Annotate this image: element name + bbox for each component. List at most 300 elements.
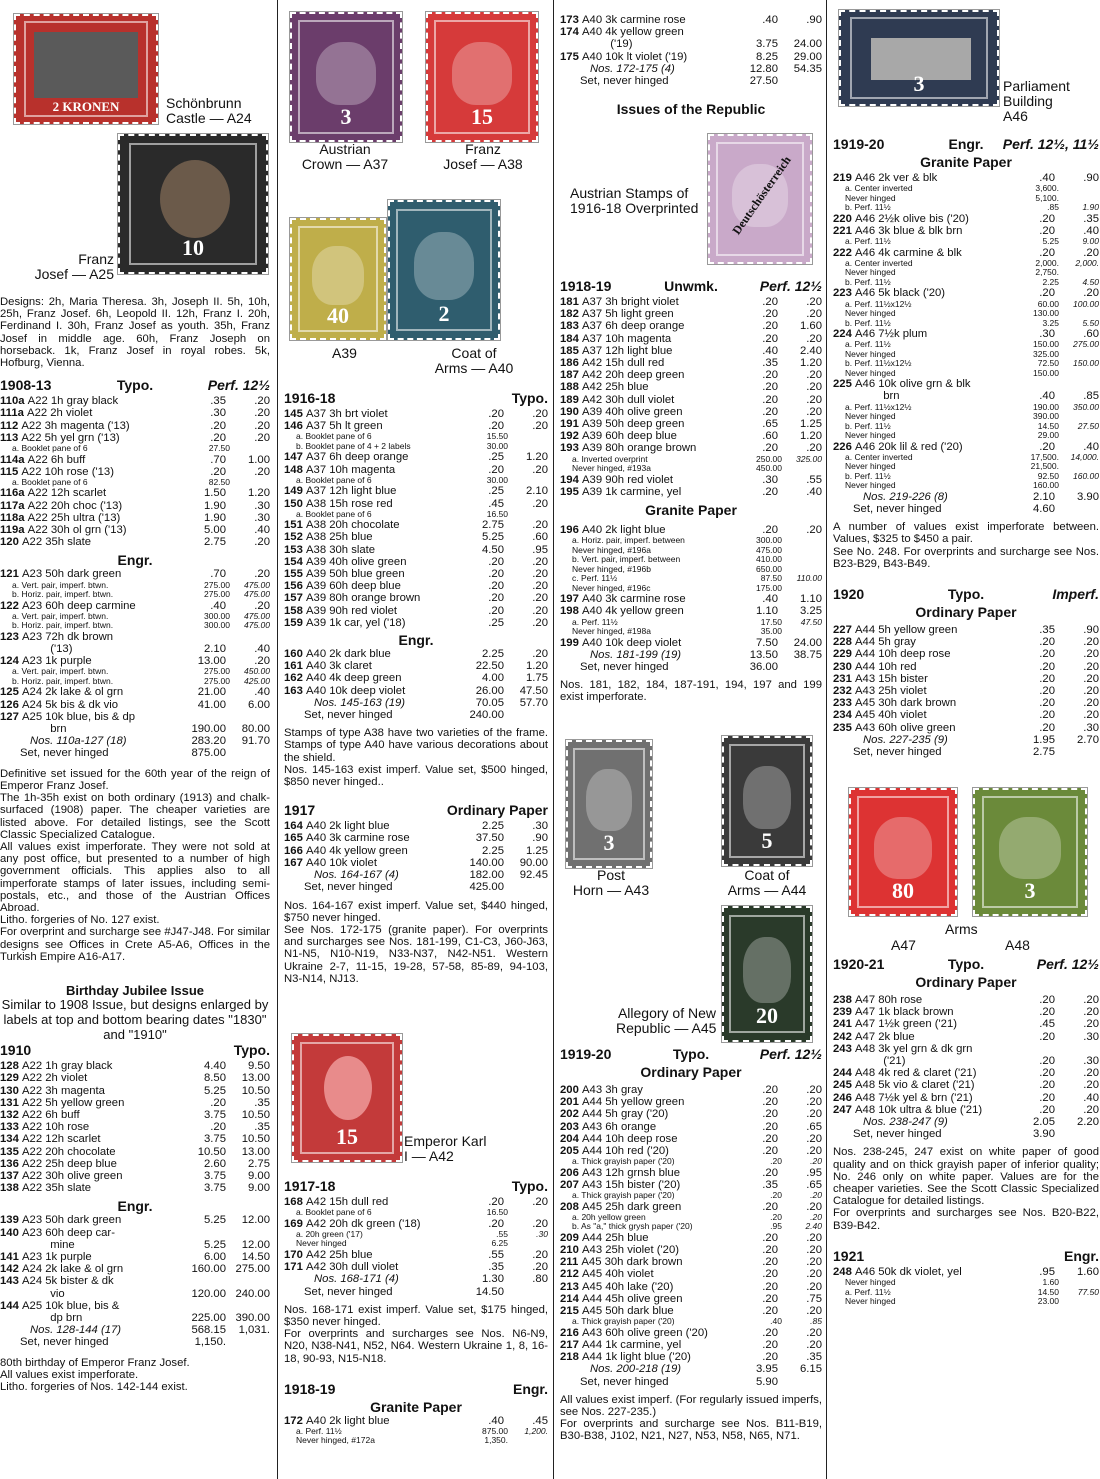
list-item — [284, 1436, 548, 1446]
list-item — [833, 390, 1099, 402]
list-item — [0, 1121, 270, 1133]
value-used: .90 — [1083, 624, 1099, 637]
row-description: 165 A40 3k carmine rose — [284, 832, 410, 845]
list-item — [560, 320, 822, 332]
value-unused: 14.50 — [475, 1285, 504, 1298]
value-used: .95 — [806, 1166, 822, 1179]
row-description: Nos. 238-247 (9) — [863, 1116, 948, 1129]
list-item — [833, 624, 1099, 636]
list-item — [284, 672, 548, 684]
value-unused: .20 — [210, 419, 226, 432]
value-unused: .35 — [488, 1261, 504, 1274]
value-used — [508, 432, 548, 442]
value-used — [778, 75, 822, 87]
table-1910-engr — [0, 1214, 270, 1348]
value-unused: .25 — [488, 616, 504, 629]
col3-content — [560, 280, 822, 704]
value-unused: 41.00 — [197, 698, 226, 711]
row-description: 122 A23 60h deep carmine — [0, 599, 136, 612]
value-used: .20 — [1083, 697, 1099, 710]
value-used: .20 — [806, 1145, 822, 1158]
row-description: 164 A40 2k light blue — [284, 820, 390, 833]
stamp-a39: 40 — [290, 218, 386, 340]
row-description: 172 A40 2k light blue — [284, 1414, 390, 1427]
value-used: .20 — [532, 604, 548, 617]
value-used: 275.00 — [235, 1263, 270, 1276]
list-item — [833, 378, 1099, 390]
value-unused: 30.00 — [486, 474, 508, 485]
row-description: 144 A25 10k blue, bis & — [0, 1299, 120, 1312]
list-item — [284, 531, 548, 543]
list-item — [833, 503, 1099, 515]
value-used: .20 — [532, 519, 548, 532]
row-description: Never hinged — [845, 309, 896, 319]
value-unused: .20 — [762, 1338, 778, 1351]
ordinary-paper-header: Ordinary Paper — [915, 974, 1017, 990]
row-description: a. Vert. pair, imperf. btwn. — [12, 667, 109, 677]
row-description: 214 A44 45h olive green — [560, 1292, 683, 1305]
value-unused: 30.00 — [486, 440, 508, 451]
issue-header-1908: 1908-13 Typo. Perf. 12½ — [0, 377, 270, 394]
row-description: 166 A40 4k yellow green — [284, 844, 408, 857]
list-item — [560, 555, 822, 565]
value-unused: 250.00 — [756, 453, 782, 464]
row-description: a. Perf. 11½ — [572, 617, 618, 627]
value-used: 3.25 — [800, 605, 822, 618]
list-item — [560, 1201, 822, 1213]
value-used: .20 — [806, 1256, 822, 1269]
value-unused: 425.00 — [469, 881, 504, 894]
list-item — [833, 1006, 1099, 1018]
list-item — [833, 491, 1099, 503]
value-used: 100.00 — [1073, 298, 1099, 309]
row-description: 121 A23 50h dark green — [0, 568, 122, 581]
list-item — [560, 1293, 822, 1305]
list-item — [560, 51, 822, 63]
value-used: .20 — [1083, 994, 1099, 1006]
list-item — [833, 1266, 1099, 1278]
value-used: 160.00 — [1073, 470, 1099, 481]
list-item — [560, 38, 822, 50]
row-description: 238 A47 80h rose — [833, 994, 923, 1006]
value-unused: .20 — [762, 1351, 778, 1364]
value-used: .30 — [1083, 1055, 1099, 1068]
row-description: 116a A22 12h scarlet — [0, 487, 107, 500]
list-item — [0, 1097, 270, 1109]
value-unused — [182, 1300, 226, 1312]
value-used: 6.00 — [248, 698, 270, 711]
row-description: a. Vert. pair, imperf. btwn. — [12, 611, 109, 621]
list-item — [0, 444, 270, 454]
list-item — [833, 1055, 1099, 1067]
value-used: .20 — [806, 1108, 822, 1121]
list-item — [284, 1286, 548, 1298]
value-used: .20 — [806, 332, 822, 345]
value-unused: 2.75 — [204, 536, 226, 549]
list-item — [833, 237, 1099, 247]
value-unused: 13.00 — [197, 655, 226, 668]
list-item — [833, 994, 1099, 1006]
caption-a37: Austrian Crown — A37 — [301, 141, 389, 172]
stamp-coat-of-arms-a44: 5 — [722, 736, 812, 866]
list-item — [833, 661, 1099, 673]
value-unused: .20 — [762, 524, 778, 537]
column-divider — [553, 0, 554, 1479]
row-description: 155 A39 50h blue green — [284, 568, 405, 581]
row-description: 130 A22 3h magenta — [0, 1084, 105, 1097]
value-used: .95 — [532, 543, 548, 556]
list-item — [560, 394, 822, 406]
stamp-schonbrunn-castle: 2 KRONEN — [14, 14, 158, 124]
value-unused: .40 — [488, 1414, 504, 1427]
value-used: 54.35 — [793, 62, 822, 75]
value-unused: .20 — [762, 1084, 778, 1096]
row-description: 204 A44 10h deep rose — [560, 1132, 678, 1145]
row-description: 198 A40 4k yellow green — [560, 605, 684, 618]
value-unused: .20 — [1039, 1091, 1055, 1104]
value-unused: .45 — [1039, 1018, 1055, 1031]
value-unused: .30 — [762, 473, 778, 486]
row-description: Never hinged — [845, 1297, 896, 1307]
list-item — [0, 1214, 270, 1226]
value-used: .20 — [254, 465, 270, 478]
value-used: .20 — [254, 536, 270, 549]
list-item — [560, 296, 822, 308]
row-description: 197 A40 3k carmine rose — [560, 593, 686, 606]
value-unused: .40 — [762, 344, 778, 357]
row-description: Nos. 128-144 (17) — [30, 1324, 122, 1337]
row-description: 143 A24 5k bister & dk — [0, 1275, 114, 1288]
value-used: 80.00 — [241, 723, 270, 736]
value-unused: .20 — [1039, 440, 1055, 453]
row-description: 126 A24 5k bis & dk vio — [0, 698, 119, 711]
list-item — [833, 1043, 1099, 1055]
value-used: .60 — [532, 531, 548, 544]
list-item — [284, 660, 548, 672]
value-used: 10.50 — [241, 1084, 270, 1097]
value-unused: .20 — [762, 1256, 778, 1269]
value-unused: .60 — [762, 430, 778, 443]
value-unused: 875.00 — [482, 1425, 508, 1436]
list-item — [284, 709, 548, 721]
value-unused: 325.00 — [1033, 348, 1059, 359]
value-unused: .20 — [1039, 721, 1055, 734]
list-item — [833, 184, 1099, 194]
row-description: a. Horiz. pair, imperf. between — [572, 536, 685, 546]
value-unused: 2.10 — [204, 643, 226, 656]
list-item — [560, 14, 822, 26]
granite-paper-header: Granite Paper — [645, 502, 737, 519]
value-unused: 2,750. — [1035, 267, 1059, 278]
value-used — [226, 747, 270, 759]
list-item — [560, 1268, 822, 1280]
value-used: 325.00 — [796, 453, 822, 464]
value-used: .30 — [254, 511, 270, 524]
list-item — [833, 636, 1099, 648]
value-used — [782, 584, 822, 594]
list-item — [833, 359, 1099, 369]
row-description: a. Center inverted — [845, 258, 913, 268]
value-unused: .20 — [488, 408, 504, 420]
list-item — [560, 464, 822, 474]
value-unused: 450.00 — [756, 463, 782, 474]
row-description: 120 A22 35h slate — [0, 536, 92, 549]
value-unused: .20 — [1039, 1006, 1055, 1019]
list-item — [284, 464, 548, 476]
value-unused: .20 — [488, 604, 504, 617]
value-used: .30 — [254, 499, 270, 512]
row-description: 190 A39 40h olive green — [560, 405, 683, 418]
value-used: .20 — [1083, 685, 1099, 698]
list-item — [284, 544, 548, 556]
value-unused: .20 — [1039, 1079, 1055, 1092]
row-description: a. Perf. 11½x12½ — [845, 402, 912, 412]
value-unused: 26.00 — [475, 684, 504, 697]
value-unused: .25 — [488, 485, 504, 498]
list-item — [560, 345, 822, 357]
list-item — [284, 519, 548, 531]
value-used: 47.50 — [519, 684, 548, 697]
value-used: .20 — [1083, 1006, 1099, 1019]
column-3 — [560, 0, 822, 1479]
value-unused: 2.25 — [482, 648, 504, 661]
value-unused: 5.90 — [756, 1375, 778, 1388]
list-item — [0, 1251, 270, 1263]
list-item — [833, 648, 1099, 660]
list-item — [560, 1108, 822, 1120]
list-item — [560, 565, 822, 575]
row-description: 174 A40 4k yellow green — [560, 26, 684, 39]
value-unused: 5.25 — [204, 1238, 226, 1251]
row-description: b. Vert. pair, imperf. between — [572, 555, 681, 565]
value-unused: 3.90 — [1033, 1128, 1055, 1141]
value-used: .65 — [806, 1120, 822, 1133]
value-unused: .20 — [762, 296, 778, 308]
row-description: 205 A44 10h red ('20) — [560, 1145, 669, 1158]
row-description: Never hinged, #198a — [572, 627, 651, 637]
row-description: 217 A44 1k carmine, yel — [560, 1338, 682, 1351]
row-description: 212 A45 40h violet — [560, 1268, 654, 1281]
list-item — [0, 1227, 270, 1239]
value-used: 12.00 — [241, 1238, 270, 1251]
value-unused: .20 — [762, 320, 778, 333]
row-description: a. 20h green ('17) — [296, 1229, 363, 1239]
value-used: 9.00 — [248, 1169, 270, 1182]
value-unused: .20 — [762, 442, 778, 455]
value-used: .20 — [532, 592, 548, 605]
row-description: 173 A40 3k carmine rose — [560, 14, 686, 26]
value-unused: .20 — [1039, 1103, 1055, 1116]
value-unused: 35.00 — [760, 626, 782, 637]
row-description: 247 A48 10k ultra & blue ('21) — [833, 1103, 983, 1116]
value-used: .20 — [806, 1096, 822, 1109]
list-item — [560, 381, 822, 393]
list-item — [284, 1218, 548, 1230]
value-used — [1059, 369, 1099, 379]
table-200-218 — [560, 1084, 822, 1388]
row-description: Set, never hinged — [304, 881, 393, 894]
row-description: 112 A22 3h magenta ('13) — [0, 419, 130, 432]
row-description: 139 A23 50h dark green — [0, 1214, 122, 1227]
value-unused: 390.00 — [1033, 411, 1059, 422]
list-item — [560, 1084, 822, 1096]
value-used: .40 — [254, 643, 270, 656]
list-item — [833, 1288, 1099, 1298]
value-used: 4.50 — [1082, 276, 1099, 287]
list-item — [560, 357, 822, 369]
value-unused: .20 — [770, 1211, 782, 1222]
list-item — [560, 649, 822, 661]
value-unused: .20 — [488, 463, 504, 476]
row-description: b. Perf. 11½ — [845, 318, 891, 328]
list-item — [833, 453, 1099, 463]
caption-a43: Post Horn — A43 — [572, 867, 650, 898]
list-item — [284, 845, 548, 857]
stamp-austrian-crown: 3 — [290, 12, 402, 142]
list-item — [284, 1208, 548, 1218]
row-description: 113 A22 5h yel grn ('13) — [0, 431, 120, 444]
row-description: b. Horiz. pair, imperf. btwn. — [12, 676, 114, 686]
row-description: 181 A37 3h bright violet — [560, 296, 679, 308]
list-item — [0, 747, 270, 759]
list-item — [284, 617, 548, 629]
value-used — [508, 476, 548, 486]
list-item — [0, 478, 270, 488]
row-description: c. Perf. 11½ — [572, 574, 618, 584]
row-description: a. Center inverted — [845, 184, 913, 194]
issue-header-1918-19: 1918-19 Engr. — [284, 1380, 548, 1397]
value-unused: .20 — [762, 1231, 778, 1244]
value-used: .20 — [1083, 1103, 1099, 1116]
ordinary-paper-header: Ordinary Paper — [915, 604, 1017, 621]
value-used: .20 — [806, 1280, 822, 1293]
row-description: 168 A42 15h dull red — [284, 1196, 389, 1208]
value-unused: .20 — [1039, 246, 1055, 259]
value-unused: 475.00 — [756, 544, 782, 555]
list-item — [560, 1179, 822, 1191]
value-unused: .20 — [1039, 224, 1055, 237]
list-item — [0, 524, 270, 536]
value-used: .20 — [254, 407, 270, 420]
row-description: 199 A40 10k deep violet — [560, 636, 682, 649]
list-item — [560, 474, 822, 486]
value-unused: 16.50 — [486, 1207, 508, 1218]
row-description: a. Perf. 11½x12½ — [845, 299, 912, 309]
value-unused: .85 — [1047, 202, 1059, 213]
list-item — [284, 1239, 548, 1249]
row-description: a. Center inverted — [845, 452, 913, 462]
row-description: b. Booklet pane of 4 + 2 labels — [296, 441, 411, 451]
row-description: a. Booklet pane of 6 — [12, 477, 88, 487]
row-description: Nos. 145-163 (19) — [314, 696, 406, 709]
row-description: Set, never hinged — [20, 1336, 109, 1349]
list-item — [284, 568, 548, 580]
row-description: Nos. 200-218 (19) — [590, 1363, 682, 1376]
list-item — [284, 420, 548, 432]
row-description: vio — [0, 1287, 65, 1300]
value-unused: .45 — [488, 497, 504, 510]
list-item — [560, 486, 822, 498]
list-item — [0, 407, 270, 419]
row-description: 135 A22 20h chocolate — [0, 1145, 116, 1158]
row-description: Never hinged, #193a — [572, 464, 651, 474]
list-item — [833, 350, 1099, 360]
value-unused: 14.50 — [1037, 1286, 1059, 1297]
column-1 — [0, 0, 270, 1479]
list-item — [560, 333, 822, 345]
value-unused: 1.50 — [204, 487, 226, 500]
issue-header-1910: 1910 Typo. — [0, 1042, 270, 1059]
note-1919-20: All values exist imperf. (For regularly issued imperfs, see Nos. 227-235.) For overprints and surcharge see Nos. B11-B19, B30-B38, J102, N21, N27, N53, N58, N65, N71. — [560, 1393, 822, 1443]
table-181-195 — [560, 296, 822, 498]
row-description: 211 A45 30h dark brown — [560, 1256, 683, 1269]
list-item — [833, 247, 1099, 259]
value-unused: 2.60 — [204, 1157, 226, 1170]
list-item — [833, 431, 1099, 441]
table-1910 — [0, 1060, 270, 1194]
value-used: 13.00 — [241, 1072, 270, 1085]
value-unused: 60.00 — [1037, 298, 1059, 309]
value-unused: 140.00 — [469, 856, 504, 869]
value-used: .20 — [806, 1231, 822, 1244]
value-unused: 1.60 — [1042, 1277, 1059, 1288]
value-used: 475.00 — [244, 620, 270, 631]
stamp-franz-josef-a38: 15 — [426, 12, 538, 142]
granite-paper-header: Granite Paper — [370, 1398, 462, 1415]
row-description: 221 A46 3k blue & blk brn — [833, 224, 963, 237]
row-description: a. Inverted overprint — [572, 454, 648, 464]
value-unused: .20 — [762, 405, 778, 418]
value-unused: .20 — [762, 1200, 778, 1213]
value-unused: 92.50 — [1037, 470, 1059, 481]
row-description: Set, never hinged — [20, 747, 109, 760]
value-unused: 1.30 — [482, 1273, 504, 1286]
value-unused: .20 — [1039, 648, 1055, 661]
list-item — [560, 605, 822, 617]
value-used: .20 — [532, 497, 548, 510]
list-item — [284, 442, 548, 452]
value-used: .20 — [532, 568, 548, 581]
value-unused: 175.00 — [756, 582, 782, 593]
row-description: 216 A43 60h olive green ('20) — [560, 1326, 708, 1339]
issue-header-1918-19: 1918-19 Unwmk. Perf. 12½ — [560, 278, 822, 294]
row-description: Set, never hinged — [853, 503, 942, 516]
row-description: 232 A43 25h violet — [833, 685, 927, 698]
row-description: 242 A47 2k blue — [833, 1030, 915, 1043]
row-description: Nos. 227-235 (9) — [863, 733, 948, 746]
list-item — [0, 735, 270, 747]
list-item — [560, 442, 822, 454]
list-item — [833, 441, 1099, 453]
row-description: 196 A40 2k light blue — [560, 524, 666, 537]
list-item — [560, 1191, 822, 1201]
stamp-overprinted: Deutschösterreich — [708, 134, 812, 264]
value-used: .35 — [1083, 212, 1099, 225]
list-item — [833, 403, 1099, 413]
value-unused: .35 — [762, 357, 778, 370]
row-description: 226 A46 20k lil & red ('20) — [833, 440, 963, 453]
row-description: 239 A47 1k black brown — [833, 1006, 954, 1019]
value-used: .20 — [806, 381, 822, 394]
row-description: b. Perf. 11½ — [845, 277, 891, 287]
list-item — [284, 697, 548, 709]
value-used: 2.10 — [526, 485, 548, 498]
value-unused: .20 — [762, 1268, 778, 1281]
value-unused: 300.00 — [204, 610, 230, 621]
row-description: 138 A22 35h slate — [0, 1182, 92, 1195]
value-used: 9.50 — [248, 1060, 270, 1073]
value-unused: .20 — [1039, 1067, 1055, 1080]
